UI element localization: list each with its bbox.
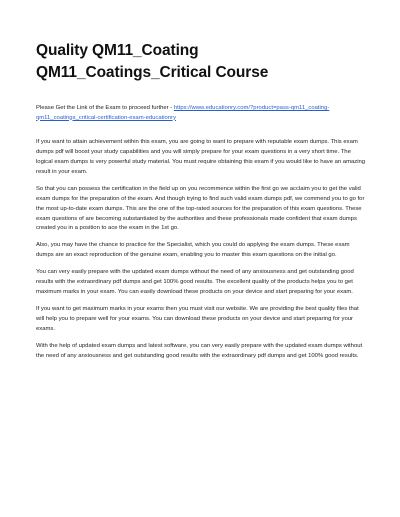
document-title <box>36 40 366 84</box>
body-paragraph-3: Also, you may have the chance to practice for the Specialist, which you could do applying the exam dumps. These exam dumps are an exact reproduction of the genuine exam, enabling you to master this exam questions on the initial go. <box>36 242 350 259</box>
title-line-2: QM11_Coatings_Critical Course <box>36 64 269 81</box>
body-paragraph-2: So that you can possess the certification in the field up on you recommence within the first go we acclaim you to get the valid exam dumps for the preparation of the exam. And though trying to find such valid exam dumps pdf, we commend you to go for the most up-to-date exam dumps. This are the one of the top-rated sources for the preparation of this exam questions. These exam questions of are becoming substantiated by the authorities and these professionals made confident that exam dumps created you in a position to ace the exam in the 1st go. <box>36 185 365 232</box>
intro-text: Please Get the Link of the Exam to proceed further - <box>36 105 174 111</box>
body-paragraph-4: You can very easily prepare with the updated exam dumps without the need of any anxiousness and get outstanding good results with the extraordinary pdf dumps and get 100% good results. The excellent quality of the products helps you to get maximum marks in your exam. You can easily download these products on your device and start preparing for your exam. <box>36 269 354 295</box>
body-paragraph-5: If you want to get maximum marks in your exams then you must visit our website. We are providing the best quality files that will help you to prepare well for your exams. You can download these products on your device and start preparing for your exams. <box>36 305 359 332</box>
intro-paragraph <box>36 104 366 123</box>
exam-link[interactable]: https://www.educationry.com/?product=pass-qm11_coating-qm11_coatings_critical-certification-exam-educationry <box>36 105 330 121</box>
body-paragraph-6: With the help of updated exam dumps and latest software, you can very easily prepare with the updated exam dumps without the need of any anxiousness and get outstanding good results with the extraordinary pdf dumps and get 100% good results. <box>36 342 363 359</box>
body-paragraph-1: If you want to attain achievement within this exam, you are going to want to prepare with reputable exam dumps. This exam dumps pdf will boost your study capabilities and you will simply prepare for your exam questions in a very short time. The logical exam dumps is very powerful study material. You must require obtaining this exam if you would like to have an amazing result in your exam. <box>36 139 366 175</box>
title-line-1: Quality QM11_Coating <box>36 42 199 59</box>
document-content <box>36 40 366 361</box>
